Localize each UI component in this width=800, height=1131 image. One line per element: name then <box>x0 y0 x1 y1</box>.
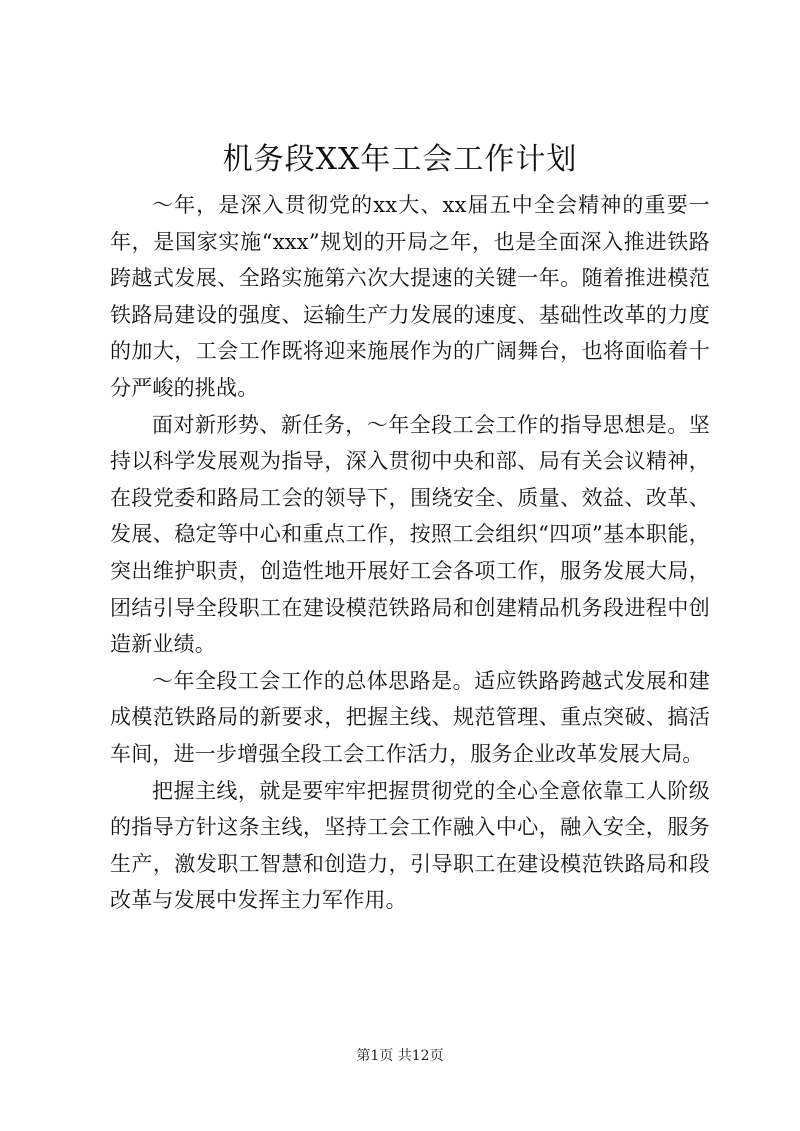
page-number-footer: 第1页 共12页 <box>356 1048 444 1064</box>
document-title: 机务段XX年工会工作计划 <box>222 142 578 177</box>
paragraph-3: ～年全段工会工作的总体思路是。适应铁路跨越式发展和建成模范铁路局的新要求，把握主线、规范管理、重点突破、搞活车间，进一步增强全段工会工作活力，服务企业改革发展大局。 <box>110 668 710 766</box>
paragraph-4: 把握主线，就是要牢牢把握贯彻党的全心全意依靠工人阶级的指导方针这条主线，坚持工会工作融入中心，融入安全，服务生产，激发职工智慧和创造力，引导职工在建设模范铁路局和段改革与发展中发挥主力军作用。 <box>110 778 710 913</box>
paragraph-1: ～年，是深入贯彻党的xx大、xx届五中全会精神的重要一年，是国家实施“xxx”规划的开局之年，也是全面深入推进铁路跨越式发展、全路实施第六次大提速的关键一年。随着推进模范铁路局建设的强度、运输生产力发展的速度、基础性改革的力度的加大，工会工作既将迎来施展作为的广阔舞台，也将面临着十分严峻的挑战。 <box>110 193 710 400</box>
paragraph-2: 面对新形势、新任务，～年全段工会工作的指导思想是。坚持以科学发展观为指导，深入贯彻中央和部、局有关会议精神，在段党委和路局工会的领导下，围绕安全、质量、效益、改革、发展、稳定等中心和重点工作，按照工会组织“四项”基本职能，突出维护职责，创造性地开展好工会各项工作，服务发展大局，团结引导全段职工在建设模范铁路局和创建精品机务段进程中创造新业绩。 <box>110 412 710 657</box>
document-body <box>110 187 710 919</box>
